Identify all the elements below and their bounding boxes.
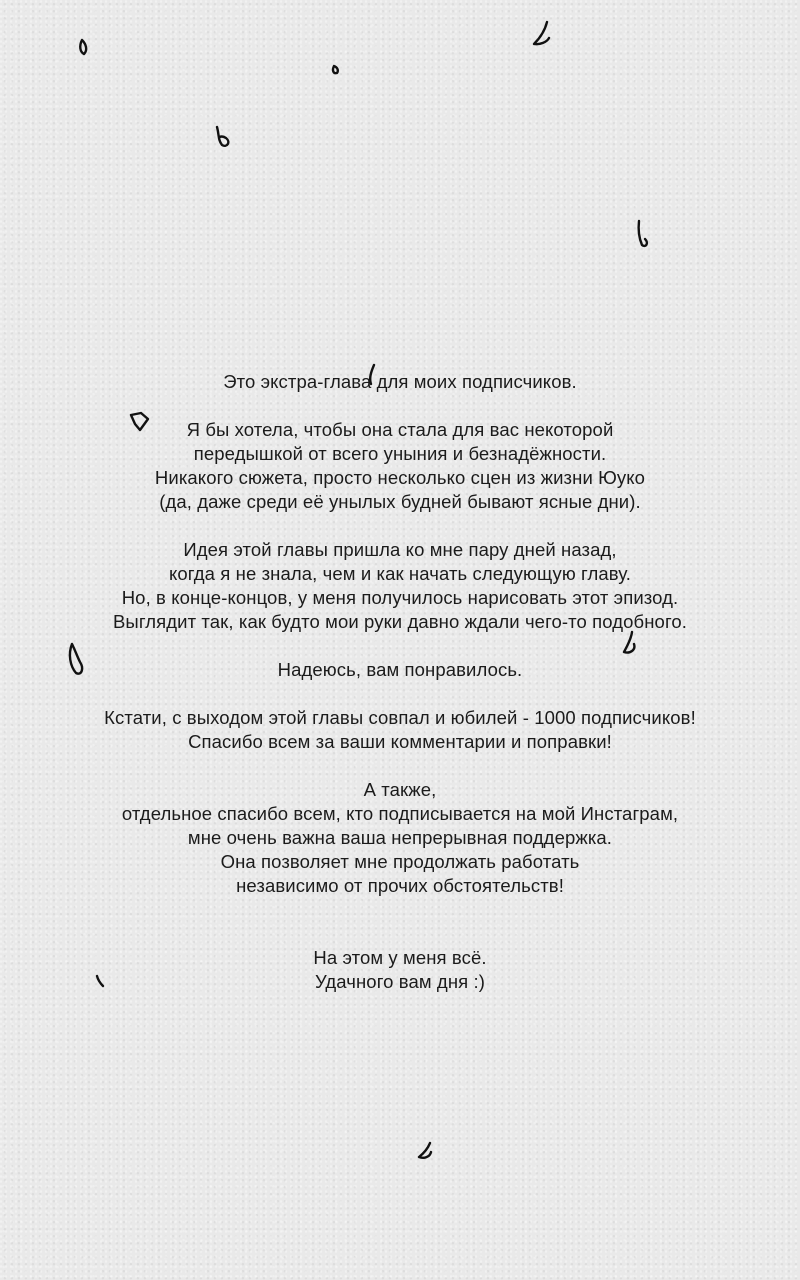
note-paragraph-anniversary xyxy=(0,706,800,754)
author-note-text xyxy=(0,370,800,1018)
note-line: Идея этой главы пришла ко мне пару дней назад, xyxy=(183,539,617,560)
note-line: мне очень важна ваша непрерывная поддержка. xyxy=(187,827,613,848)
note-line: отдельное спасибо всем, кто подписывается на мой Инстаграм, xyxy=(121,803,679,824)
note-line: А также, xyxy=(363,779,437,800)
note-paragraph-idea xyxy=(0,538,800,634)
note-line: Я бы хотела, чтобы она стала для вас некоторой xyxy=(186,419,614,440)
petal-doodle xyxy=(534,22,549,44)
petal-doodle xyxy=(639,221,647,246)
petal-doodle xyxy=(333,66,338,73)
note-line: Выглядит так, как будто мои руки давно ждали чего-то подобного. xyxy=(112,611,688,632)
note-line: На этом у меня всё. xyxy=(313,947,487,968)
note-line: Надеюсь, вам понравилось. xyxy=(277,659,523,680)
note-line: (да, даже среди её унылых будней бывают ясные дни). xyxy=(159,491,641,512)
note-paragraph-intro xyxy=(0,370,800,394)
petal-doodle xyxy=(80,40,86,54)
petal-doodle xyxy=(217,127,228,146)
note-line: передышкой от всего уныния и безнадёжности. xyxy=(193,443,607,464)
note-line: Это экстра-глава для моих подписчиков. xyxy=(223,371,577,392)
note-paragraph-hope xyxy=(0,658,800,682)
note-line: Спасибо всем за ваши комментарии и поправки! xyxy=(188,731,612,752)
note-line: Но, в конце-концов, у меня получилось нарисовать этот эпизод. xyxy=(121,587,679,608)
note-paragraph-signoff xyxy=(0,946,800,994)
note-line: Она позволяет мне продолжать работать xyxy=(220,851,580,872)
note-line: Кстати, с выходом этой главы совпал и юбилей - 1000 подписчиков! xyxy=(104,707,696,728)
note-paragraph-purpose xyxy=(0,418,800,514)
note-line: независимо от прочих обстоятельств! xyxy=(236,875,564,896)
note-line: когда я не знала, чем и как начать следующую главу. xyxy=(168,563,632,584)
note-line: Удачного вам дня :) xyxy=(314,971,486,992)
note-line: Никакого сюжета, просто несколько сцен из жизни Юуко xyxy=(154,467,646,488)
petal-doodle xyxy=(419,1143,431,1158)
note-paragraph-thanks xyxy=(0,778,800,898)
